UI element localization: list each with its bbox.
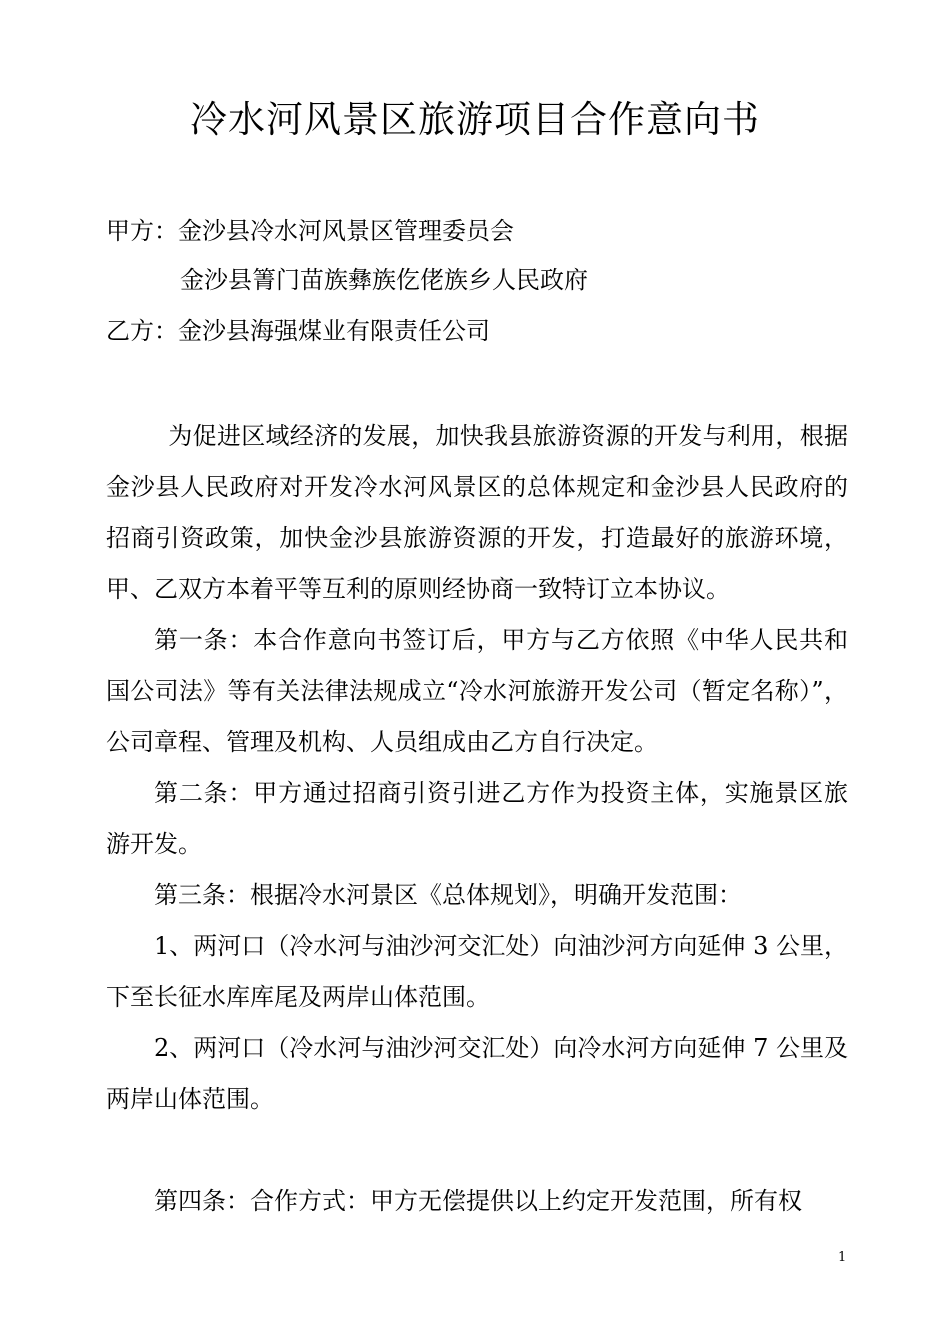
paragraph-intro: 为促进区域经济的发展，加快我县旅游资源的开发与利用，根据金沙县人民政府对开发冷水河风景区的总体规定和金沙县人民政府的招商引资政策，加快金沙县旅游资源的开发，打造最好的旅游环境，甲、乙双方本着平等互利的原则经协商一致特订立本协议。: [106, 422, 848, 603]
paragraph-article-3: 第三条：根据冷水河景区《总体规划》，明确开发范围：: [154, 881, 742, 909]
paragraph-scope-1: 1、两河口（冷水河与油沙河交汇处）向油沙河方向延伸 3 公里，下至长征水库库尾及两岸山体范围。: [106, 932, 848, 1011]
document-title: 冷水河风景区旅游项目合作意向书: [190, 98, 760, 141]
paragraph-article-2: 第二条：甲方通过招商引资引进乙方作为投资主体，实施景区旅游开发。: [106, 779, 848, 858]
paragraph-scope-2: 2、两河口（冷水河与油沙河交汇处）向冷水河方向延伸 7 公里及两岸山体范围。: [106, 1034, 848, 1113]
paragraph-article-1: 第一条：本合作意向书签订后，甲方与乙方依照《中华人民共和国公司法》等有关法律法规成立“冷水河旅游开发公司（暂定名称）”，公司章程、管理及机构、人员组成由乙方自行决定。: [106, 626, 848, 756]
page-number: 1: [838, 1250, 847, 1265]
party-a-line2: 金沙县箐门苗族彝族仡佬族乡人民政府: [180, 266, 588, 294]
party-b-line: 乙方：金沙县海强煤业有限责任公司: [106, 317, 490, 345]
paragraph-article-4: 第四条：合作方式：甲方无偿提供以上约定开发范围，所有权: [154, 1187, 802, 1215]
party-a-line1: 甲方：金沙县冷水河风景区管理委员会: [106, 217, 514, 245]
document-body: [106, 411, 848, 1227]
